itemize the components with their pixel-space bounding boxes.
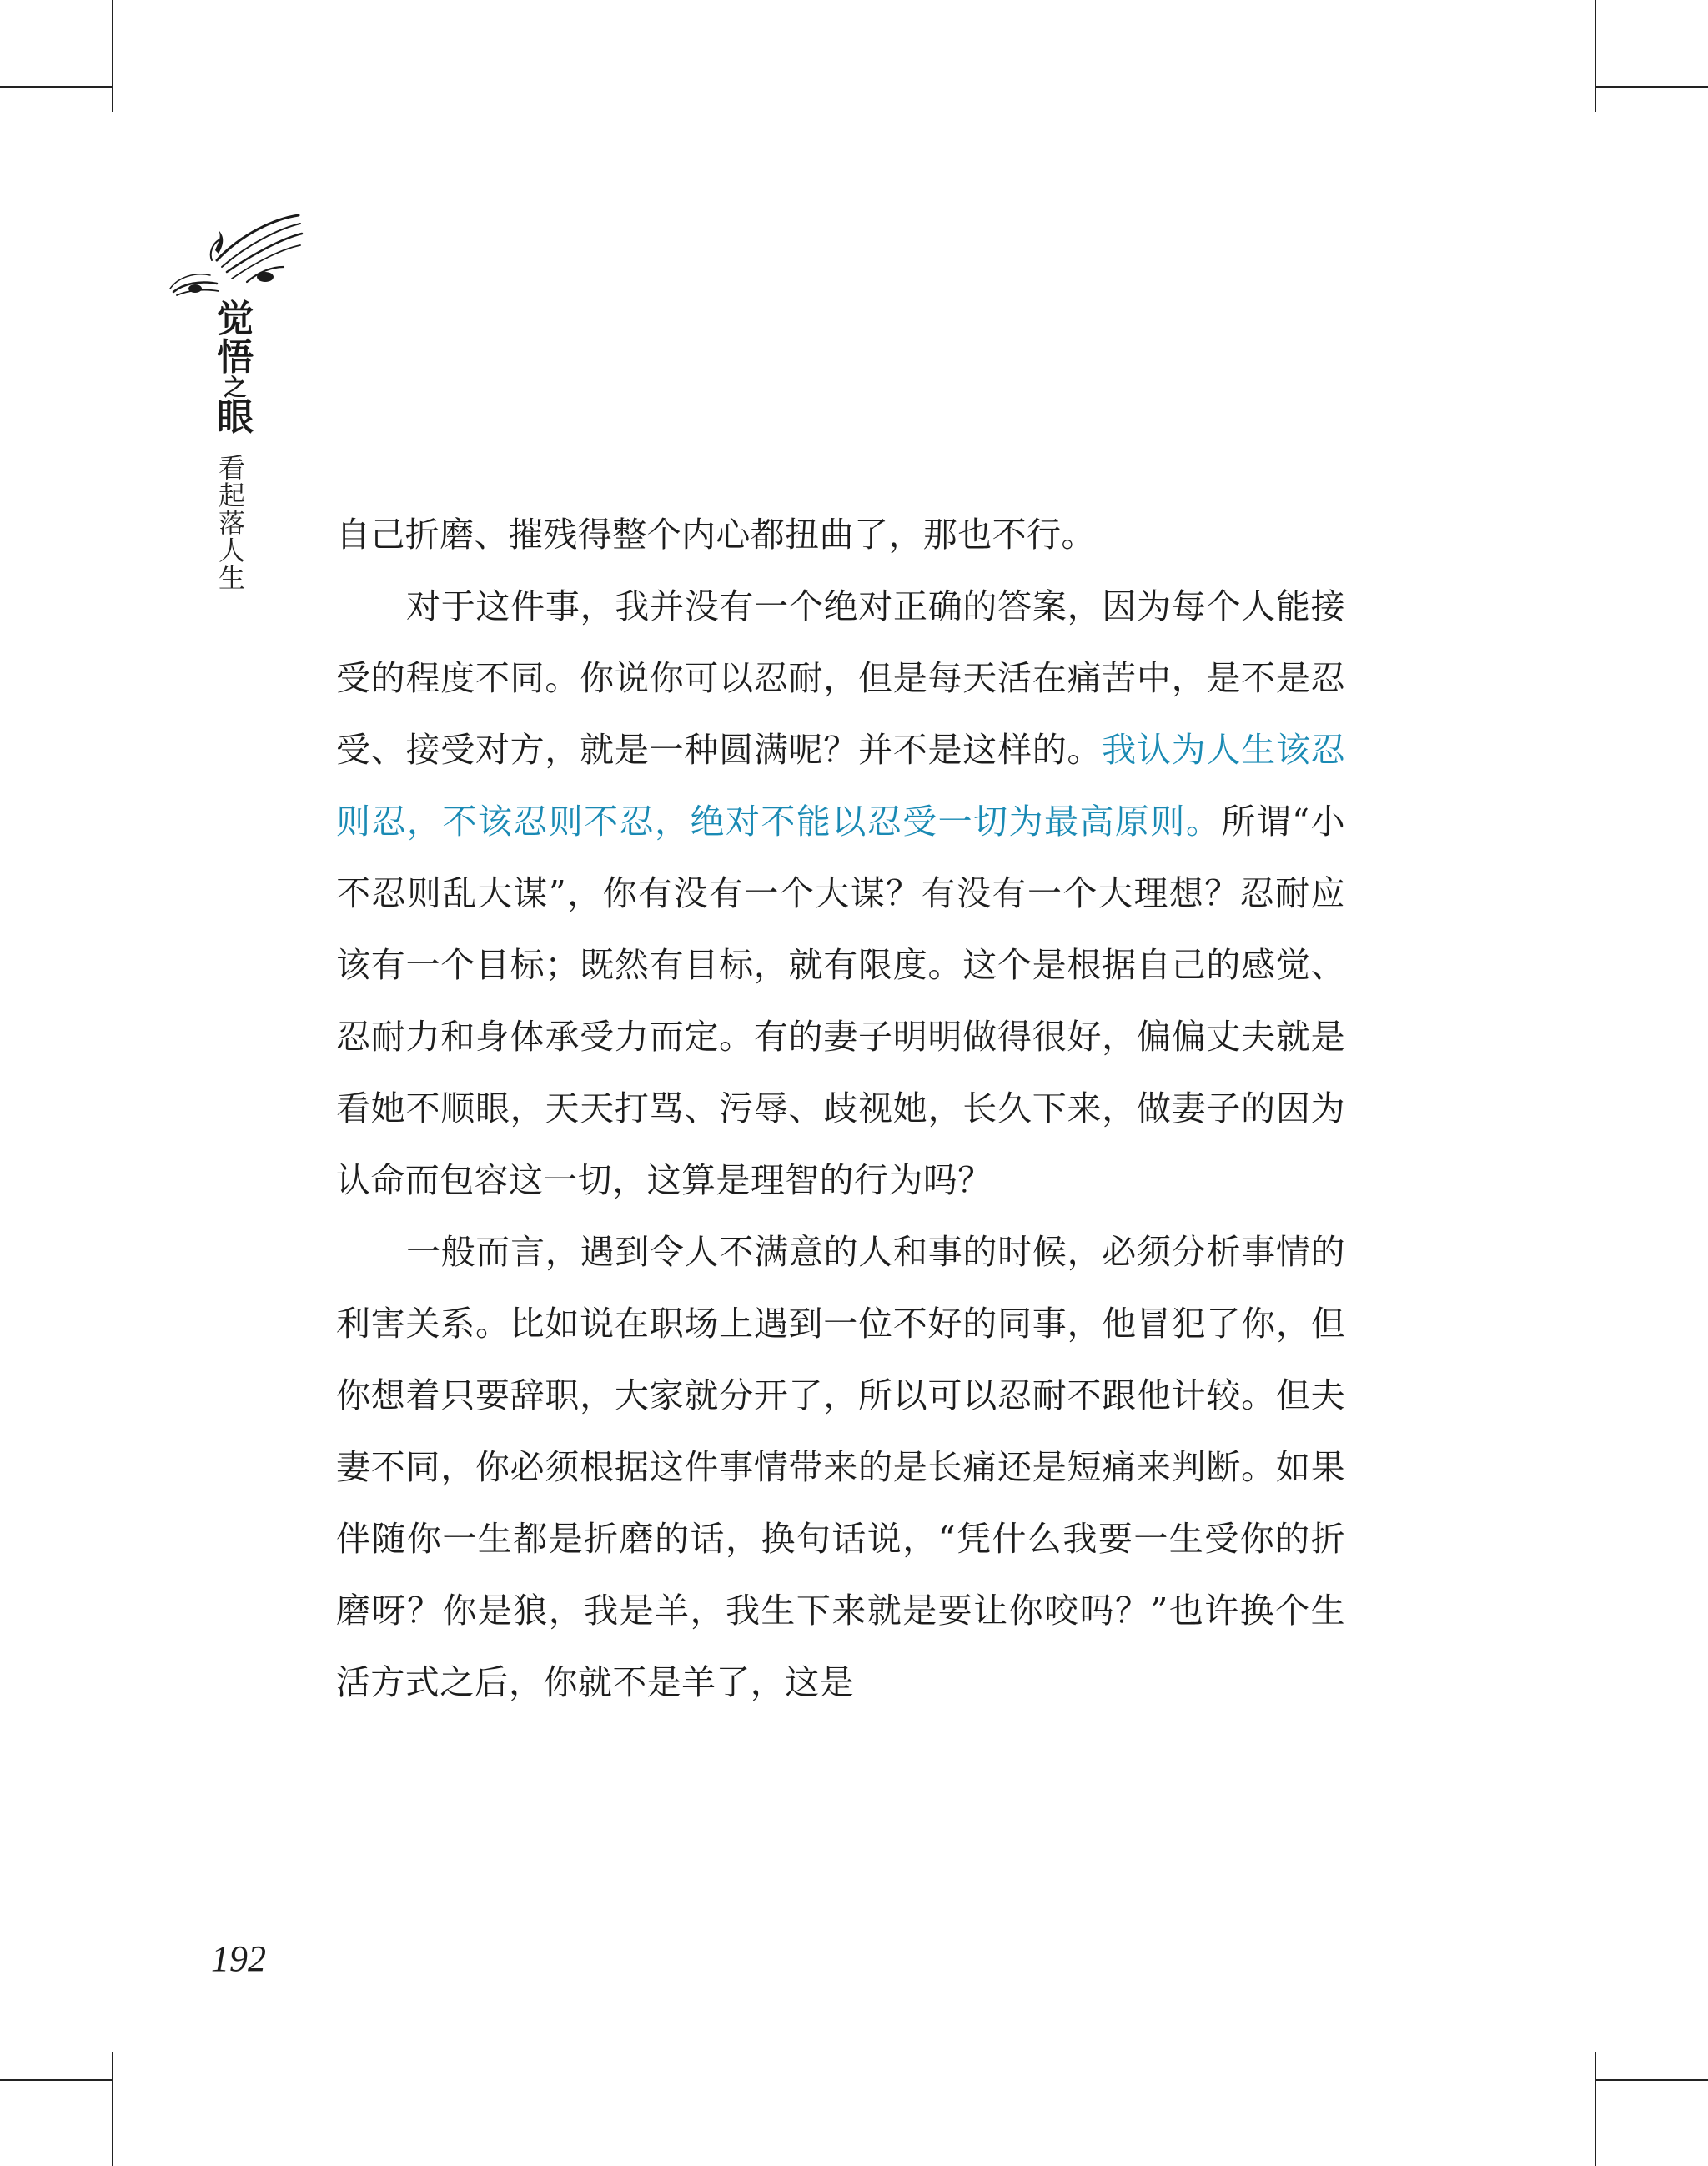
book-title-char-3: 之 [223, 374, 247, 401]
crop-mark-bottom-left-horizontal [0, 2079, 112, 2081]
crop-mark-top-right-vertical [1595, 0, 1596, 112]
book-subtitle-char-2: 起 [218, 480, 245, 511]
book-subtitle-char-4: 人 [218, 535, 245, 566]
paragraph-3: 一般而言，遇到令人不满意的人和事的时候，必须分析事情的利害关系。比如说在职场上遇到一位不好的同事，他冒犯了你，但你想着只要辞职，大家就分开了，所以可以忍耐不跟他计较。但夫妻不同，你必须根据这件事情带来的是长痛还是短痛来判断。如果伴随你一生都是折磨的话，换句话说，“凭什么我要一生受你的折磨呀？你是狼，我是羊，我生下来就是要让你咬吗？”也许换个生活方式之后，你就不是羊了，这是 [336, 1232, 1345, 1702]
book-subtitle-char-5: 生 [218, 562, 245, 594]
page-number: 192 [211, 1938, 266, 1979]
paragraph-2-part-b: 所谓“小不忍则乱大谋”，你有没有一个大谋？有没有一个大理想？忍耐应该有一个目标；既然有目标，就有限度。这个是根据自己的感觉、忍耐力和身体承受力而定。有的妻子明明做得很好，偏偏丈夫就是看她不顺眼，天天打骂、污辱、歧视她，长久下来，做妻子的因为认命而包容这一切，这算是理智的行为吗？ [336, 802, 1345, 1200]
crop-mark-bottom-left-vertical [112, 2052, 113, 2166]
book-title-char-1: 觉 [217, 298, 254, 340]
book-title-vertical [210, 300, 260, 437]
paragraph-1: 自己折磨、摧残得整个内心都扭曲了，那也不行。 [336, 515, 1096, 555]
crop-mark-top-right-horizontal [1595, 86, 1708, 88]
crop-mark-top-left-vertical [112, 0, 113, 112]
paragraph-2-part-a: 对于这件事，我并没有一个绝对正确的答案，因为每个人能接受的程度不同。你说你可以忍耐，但是每天活在痛苦中，是不是忍受、接受对方，就是一种圆满呢？并不是这样的。 [336, 586, 1345, 770]
paragraph-2 [336, 570, 1345, 1216]
book-subtitle-char-1: 看 [218, 452, 245, 484]
eyes-logo-icon [167, 209, 309, 300]
body-text [336, 499, 1345, 1718]
book-title-char-2: 悟 [217, 336, 254, 379]
book-title-char-4: 眼 [217, 396, 254, 439]
crop-mark-top-left-horizontal [0, 86, 112, 88]
crop-mark-bottom-right-vertical [1595, 2052, 1596, 2166]
paragraph-2-highlight: 我认为人生该忍则忍，不该忍则不忍，绝对不能以忍受一切为最高原则。 [336, 730, 1345, 842]
crop-mark-bottom-right-horizontal [1595, 2079, 1708, 2081]
book-subtitle-vertical [215, 452, 249, 594]
book-subtitle-char-3: 落 [218, 507, 245, 539]
